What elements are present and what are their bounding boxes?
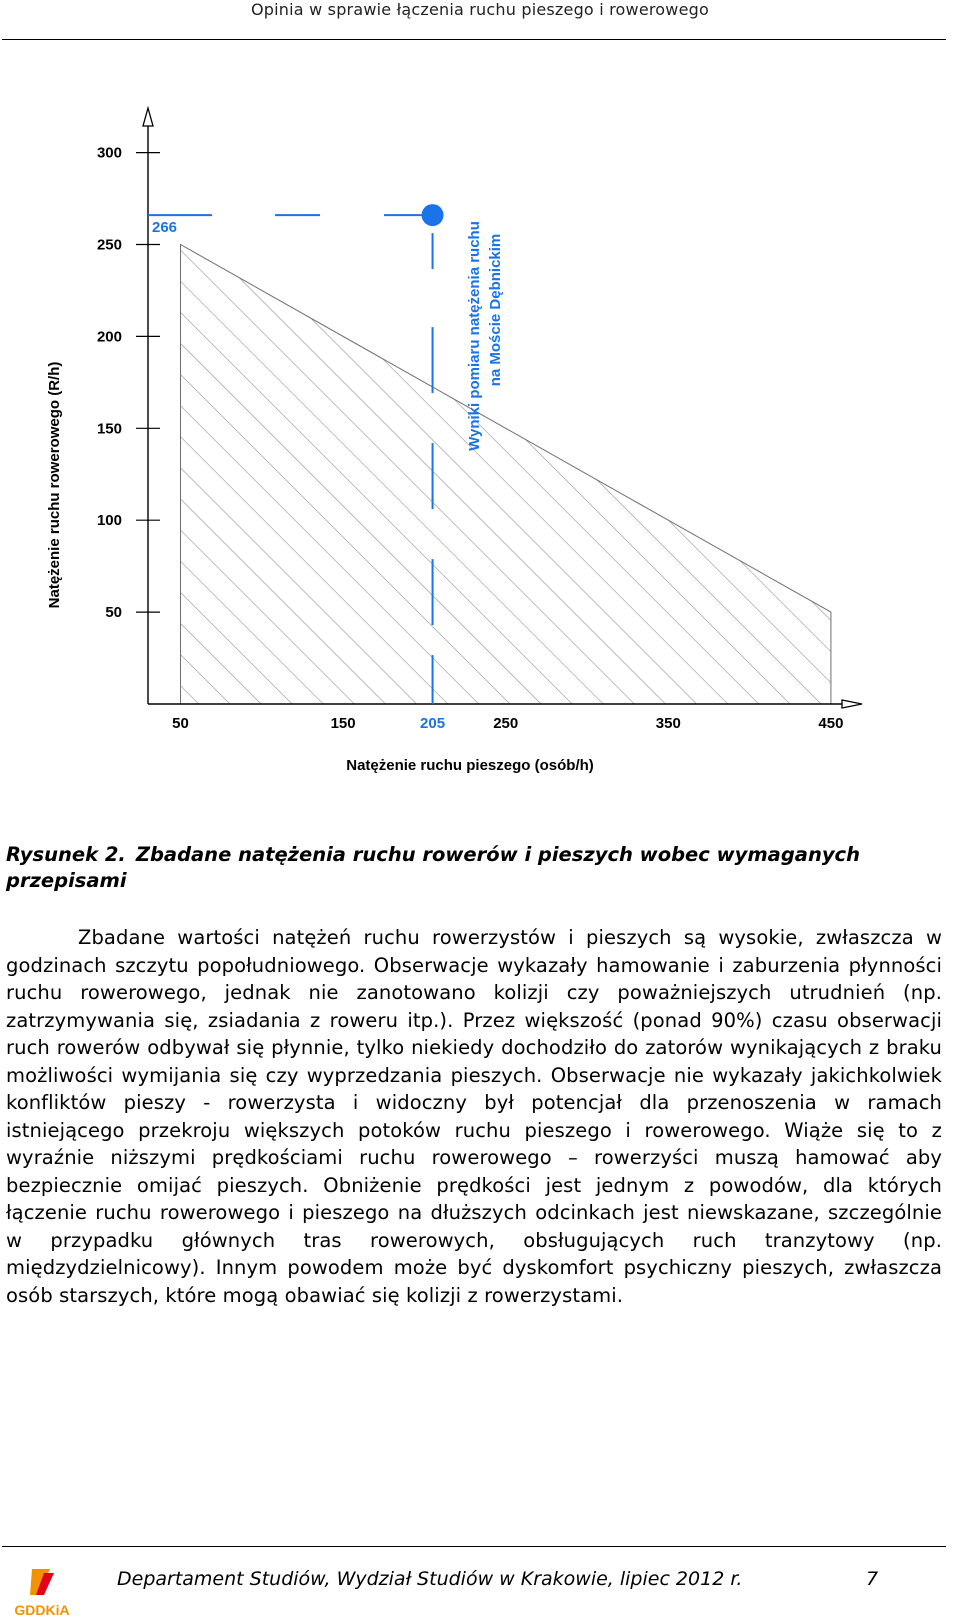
footer-text: Departament Studiów, Wydział Studiów w Krakowie, lipiec 2012 r. [117,1568,743,1590]
annotation-line-2: na Moście Dębnickim [487,233,504,387]
y-axis-label: Natężenie ruchu rowerowego (R/h) [46,361,63,609]
x-axis-arrow-icon [842,700,862,708]
footer-divider [2,1546,946,1547]
gddkia-logo [4,1565,80,1621]
measurement-point [422,204,444,226]
y-axis-arrow-icon [143,108,153,126]
header-divider [2,39,946,40]
annotation-line-1: Wyniki pomiaru natężenia ruchu [466,221,483,451]
traffic-chart [30,100,910,800]
y-tick-label: 100 [96,512,122,530]
y-tick-label: 300 [96,144,122,162]
x-tick-label: 350 [655,715,681,732]
figure-caption [6,842,941,894]
x-tick-label: 205 [420,715,446,732]
header-title: Opinia w sprawie łączenia ruchu pieszego i rowerowego [251,0,709,19]
page-header [0,0,960,40]
page-number: 7 [866,1568,879,1590]
x-tick-label: 250 [493,715,519,732]
y-tick-label: 250 [96,236,122,254]
y-tick-label: 150 [96,420,122,438]
caption-number: Rysunek 2. [6,843,126,866]
body-paragraph: Zbadane wartości natężeń ruchu rowerzystów i pieszych są wysokie, zwłaszcza w godzinach szczytu popołudniowego. Obserwacje wykazały hamowanie i zaburzenia płynności ruchu rowerowego, jednak nie zanotowano kolizji czy poważniejszych utrudnień (np. zatrzymywania się, zsiadania z roweru itp.). Przez większość (ponad 90%) czasu obserwacji ruch rowerów odbywał się płynnie, tylko niekiedy dochodziło do zatorów wynikających z braku możliwości wymijania się czy wyprzedzania pieszych. Obserwacje nie wykazały jakichkolwiek konfliktów pieszy - rowerzysta i widoczny był potencjał dla przenoszenia w ramach istniejącego przekroju większych potoków ruchu pieszego i rowerowego. Wiąże się to z wyraźnie niższymi prędkościami ruchu rowerowego – rowerzyści muszą hamować aby bezpiecznie omijać pieszych. Obniżenie prędkości jest jednym z powodów, dla których łączenie ruchu rowerowego i pieszego na dłuższych odcinkach jest niewskazane, szczególnie w przypadku głównych tras rowerowych, obsługujących ruch tranzytowy (np. międzydzielnicowy). Innym powodem może być dyskomfort psychiczny pieszych, zwłaszcza osób starszych, które mogą obawiać się kolizji z rowerzystami. [6,926,942,1307]
y-marker-label: 266 [152,219,178,237]
svg-text:GDDKiA: GDDKiA [14,1602,70,1618]
x-tick-label: 150 [330,715,356,732]
caption-text: Zbadane natężenia ruchu rowerów i pieszych wobec wymaganych przepisami [6,843,860,892]
x-tick-label: 450 [818,715,844,732]
x-tick-label: 50 [172,715,189,732]
y-tick-label: 200 [96,328,122,346]
required-zone-area [181,245,831,705]
x-axis-label: Natężenie ruchu pieszego (osób/h) [346,757,594,774]
y-tick-label: 50 [105,604,122,622]
